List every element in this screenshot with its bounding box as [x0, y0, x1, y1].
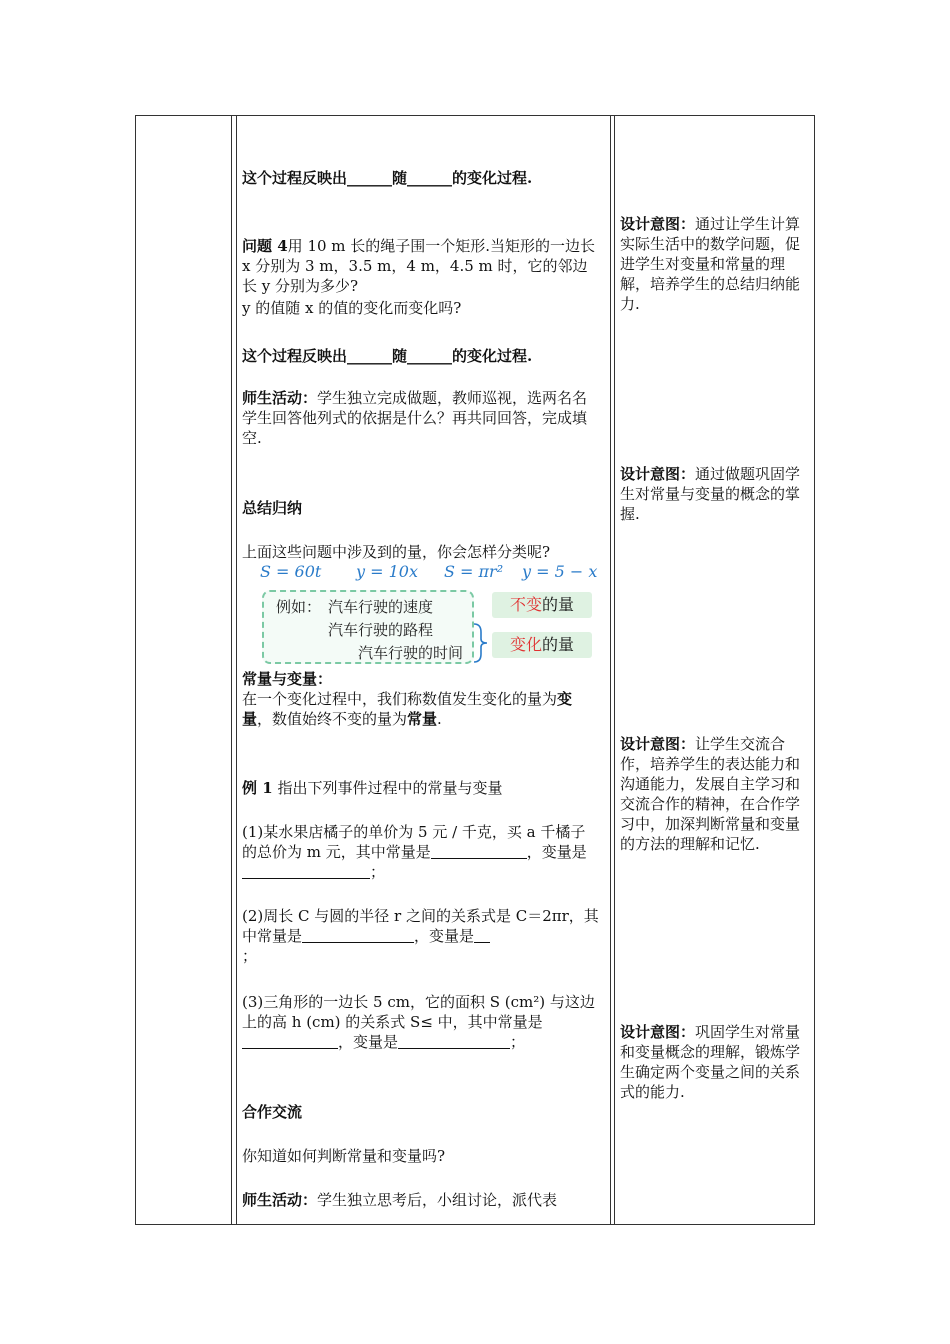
formula-3: S = πr²: [444, 562, 504, 581]
example-quantities-box: [262, 590, 474, 664]
variable-quantity-tag: 变化的量: [492, 632, 592, 658]
column-divider: [614, 116, 615, 1224]
example-row-distance: [328, 619, 433, 640]
question-4: [242, 236, 600, 296]
activity-label: 师生活动：: [242, 1191, 318, 1209]
formula-1: S = 60t: [260, 562, 322, 581]
blank-line: [302, 928, 414, 943]
activity-label: 师生活动：: [242, 389, 318, 407]
blank-line: [474, 928, 490, 943]
teacher-student-activity: [242, 388, 600, 448]
formula-4: y = 5 − x: [522, 562, 598, 581]
summary-question: 上面这些问题中涉及到的量，你会怎样分类呢?: [242, 543, 551, 561]
cooperation-question: 你知道如何判断常量和变量吗?: [242, 1147, 446, 1165]
question-4-text: 用 10 m 长的绳子围一个矩形.当矩形的一边长 x 分别为 3 m，3.5 m，4 m，4.5 m 时，它的邻边长 y 分别为多少?: [242, 237, 596, 295]
example-speed: 速度: [403, 598, 434, 616]
example-1-part-3: (3)三角形的一边长 5 cm，它的面积 S (cm²) 与这边上的高 h (cm) 的关系式 S≤ 中，其中常量是，变量是 ；: [242, 993, 595, 1051]
process-fill-line-1: 这个过程反映出______随______的变化过程.: [242, 169, 533, 187]
design-intent-2: 设计意图：通过做题巩固学生对常量与变量的概念的掌握.: [620, 465, 801, 523]
column-divider: [610, 116, 611, 1224]
lesson-table: [135, 115, 815, 1225]
blank-line: [242, 1034, 338, 1049]
constant-variable-definition: 在一个变化过程中，我们称数值发生变化的量为变量，数值始终不变的量为常量.: [242, 690, 573, 728]
example-time: 时间: [433, 644, 464, 662]
example-row-text: 汽车行驶的: [358, 644, 434, 662]
constant-quantity-tag: 不变的量: [492, 592, 592, 618]
example-1-text: 指出下列事件过程中的常量与变量: [277, 779, 503, 797]
process-fill-line-2: 这个过程反映出______随______的变化过程.: [242, 347, 533, 365]
term-variable: 变量: [242, 690, 573, 728]
column-divider: [236, 116, 237, 1224]
example-distance: 路程: [403, 621, 434, 639]
example-row-text: 汽车行驶的: [328, 621, 404, 639]
example-1-part-1: (1)某水果店橘子的单价为 5 元 / 千克，买 a 千橘子的总价为 m 元，其中常量是 ，变量是；: [242, 823, 587, 881]
example-row-speed: [328, 596, 433, 617]
activity-text: 学生独立完成做题，教师巡视，选两名名学生回答他列式的依据是什么？再共同回答，完成填空.: [242, 389, 588, 447]
blank-line: [398, 1034, 510, 1049]
column-divider: [231, 116, 232, 1224]
cooperation-title: 合作交流: [242, 1103, 303, 1121]
design-intent-4: 设计意图：巩固学生对常量和变量概念的理解，锻炼学生确定两个变量之间的关系式的能力.: [620, 1023, 801, 1101]
example-row-text: 汽车行驶的: [328, 598, 404, 616]
blank-line: [242, 864, 370, 879]
design-intent-1: 设计意图：通过让学生计算实际生活中的数学问题，促进学生对变量和常量的理解，培养学生的总结归纳能力.: [620, 215, 801, 313]
example-prefix: 例如：: [276, 598, 322, 616]
question-4-label: 问题 4: [242, 237, 288, 255]
teacher-student-activity-2: [242, 1190, 600, 1210]
term-constant: 常量: [407, 710, 438, 728]
example-row-time: [358, 642, 463, 663]
question-4-followup: y 的值随 x 的值的变化而变化吗?: [242, 299, 462, 317]
example-1-label: 例 1: [242, 779, 273, 797]
design-intent-3: 设计意图：让学生交流合作，培养学生的表达能力和沟通能力，发展自主学习和交流合作的精神，在合作学习中，加深判断常量和变量的方法的理解和记忆.: [620, 735, 801, 853]
brace-icon: [472, 622, 490, 664]
activity-text: 学生独立思考后，小组讨论，派代表: [317, 1191, 558, 1209]
summary-title: 总结归纳: [242, 499, 303, 517]
example-1-part-2: (2)周长 C 与圆的半径 r 之间的关系式是 C＝2πr，其中常量是 ，变量是 ；: [242, 907, 599, 965]
blank-line: [431, 844, 527, 859]
formula-2: y = 10x: [356, 562, 418, 581]
constant-variable-title: 常量与变量：: [242, 670, 333, 688]
example-1: [242, 778, 600, 798]
